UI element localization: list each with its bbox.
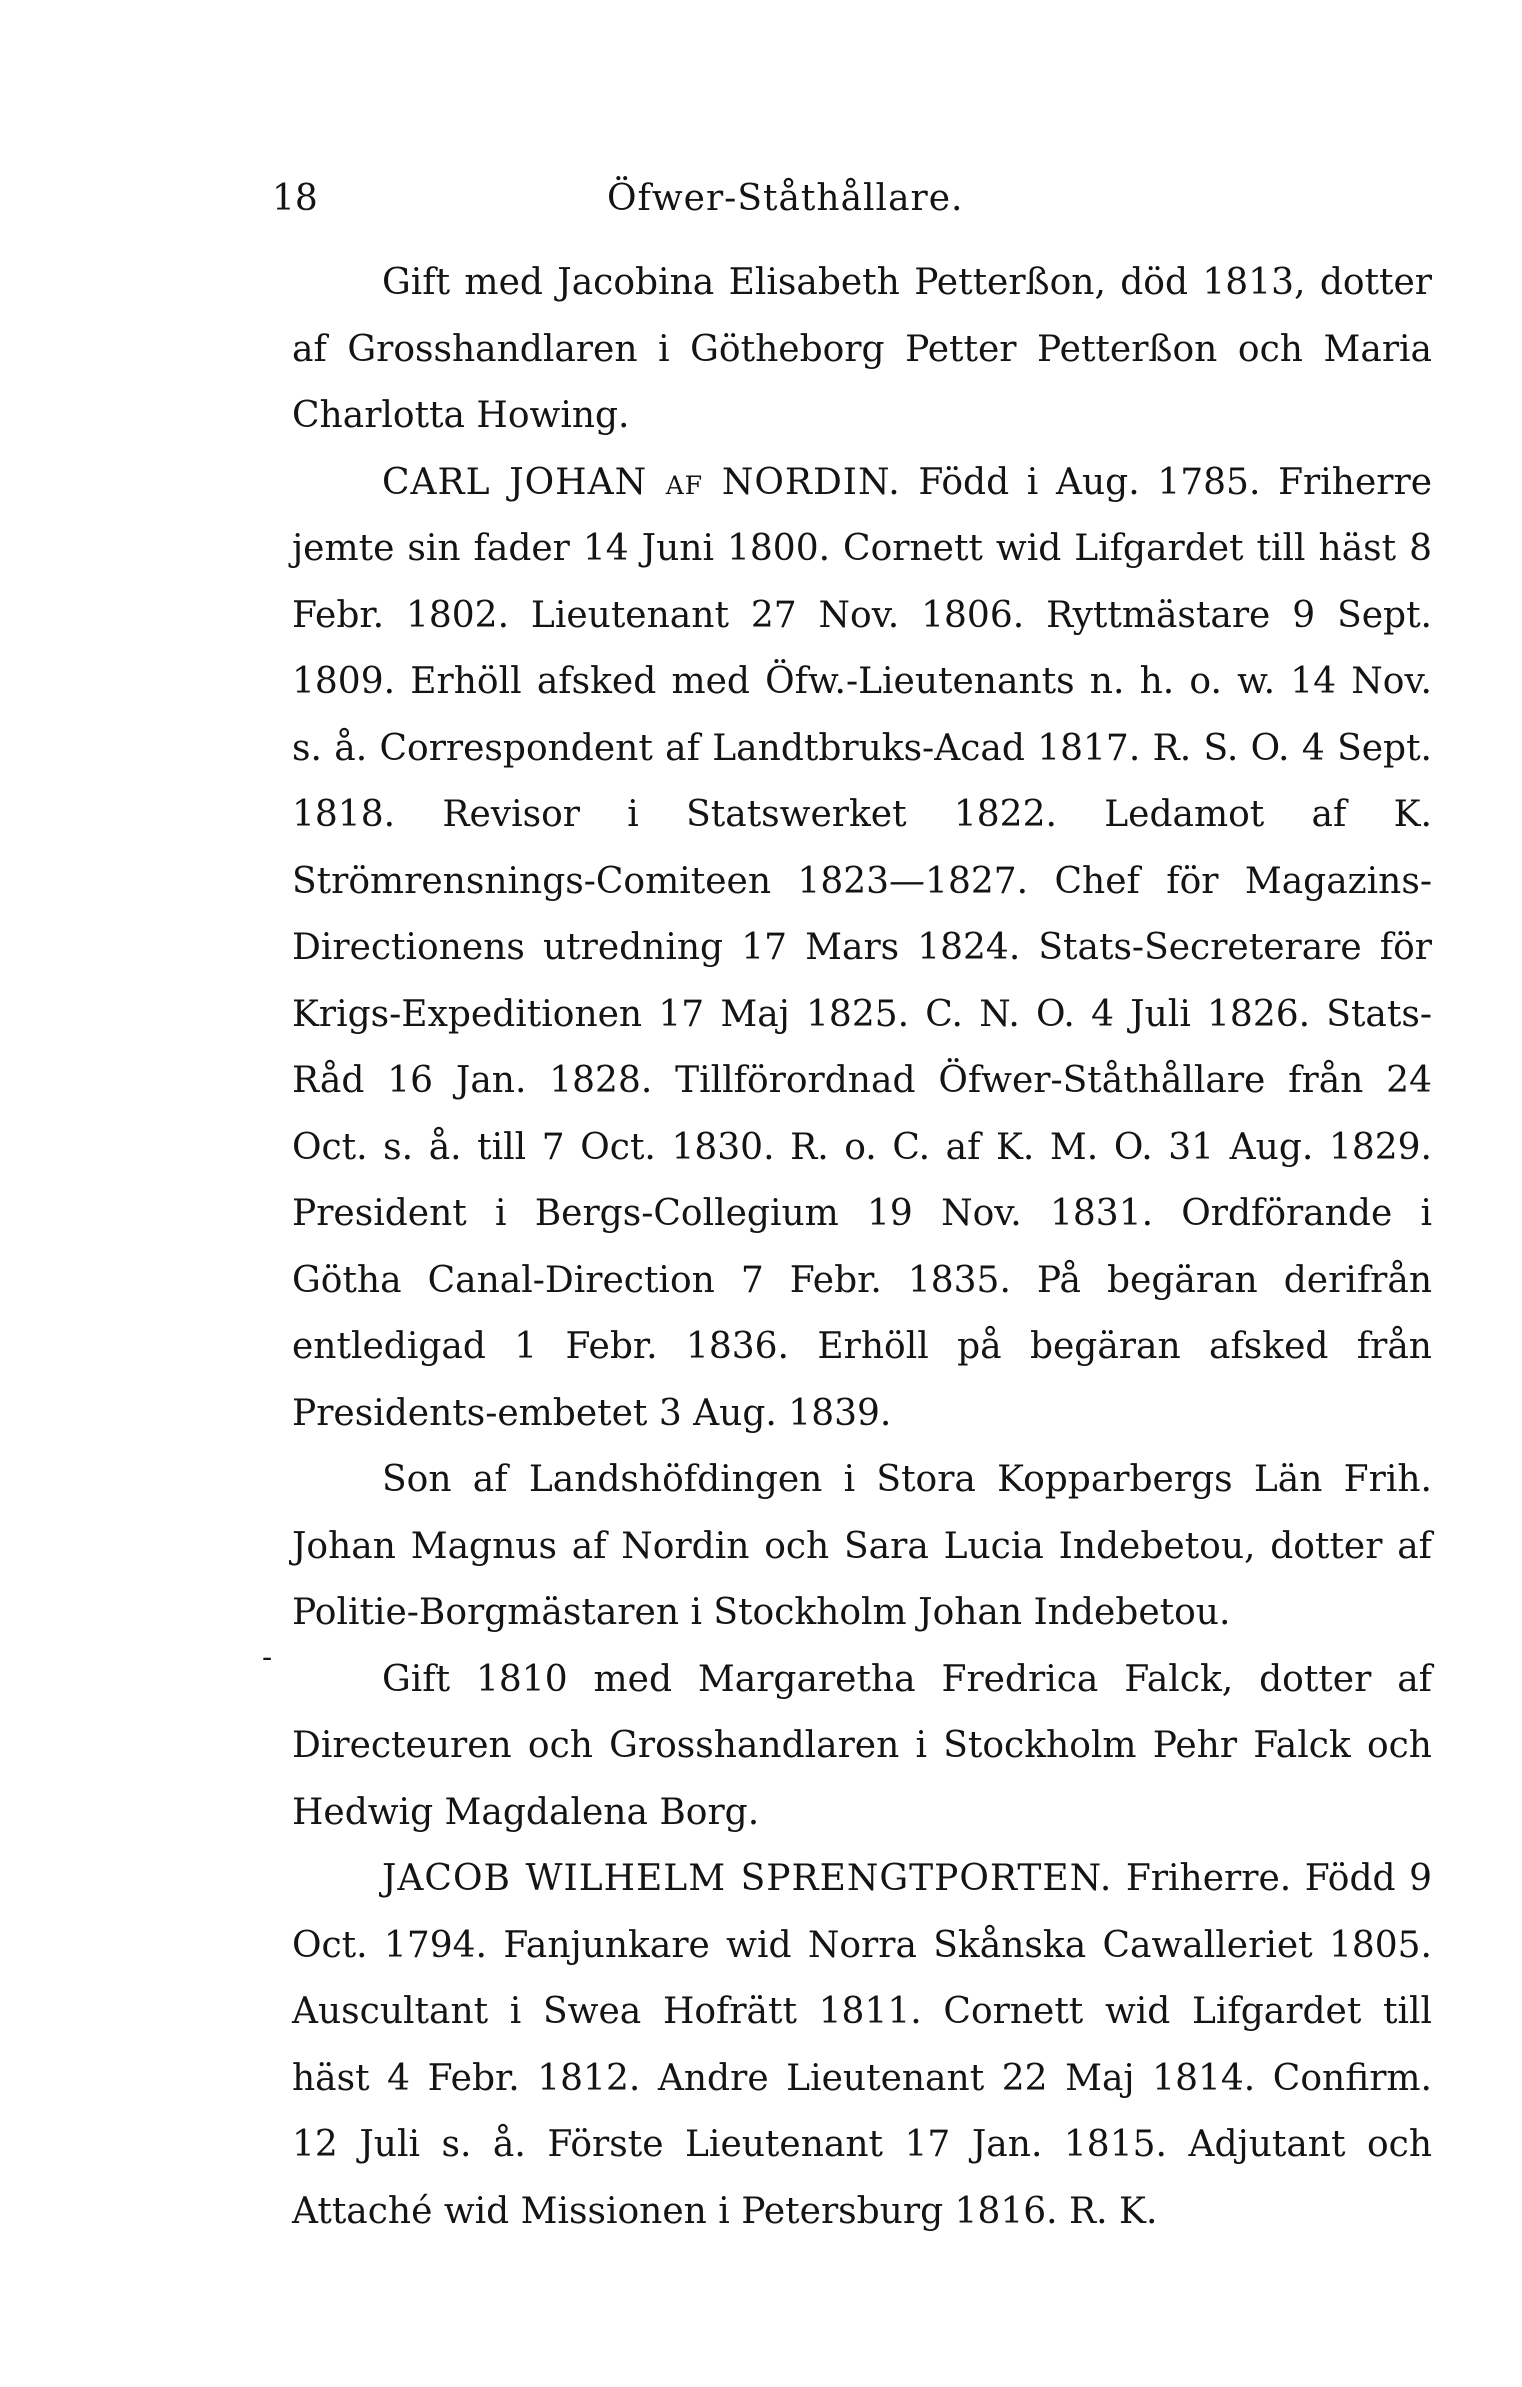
page-number: 18	[272, 178, 318, 219]
paragraph-marriage-falck	[292, 1647, 1432, 1847]
entry-jacob-wilhelm-sprengtporten	[292, 1846, 1432, 2245]
paragraph-text: Son af Landshöfdingen i Stora Kopparbergs Län Frih. Johan Magnus af Nordin och Sara Lucia Indebetou, dotter af Politie-Borgmästaren i Stockholm Johan Indebetou.	[292, 1459, 1432, 1633]
running-head: Öfwer-Ståthållare.	[607, 178, 964, 219]
entry-name: CARL JOHAN af NORDIN.	[382, 461, 901, 503]
paragraph-parentage-nordin	[292, 1447, 1432, 1647]
body-text	[292, 250, 1432, 2245]
paragraph-marriage-pettersson	[292, 250, 1432, 450]
entry-name: JACOB WILHELM SPRENGTPORTEN.	[382, 1858, 1113, 1899]
entry-text: Född i Aug. 1785. Friherre jemte sin fader 14 Juni 1800. Cornett wid Lifgardet till häst 8 Febr. 1802. Lieutenant 27 Nov. 1806. Ryttmästare 9 Sept. 1809. Erhöll afsked med Öfw.-Lieutenants n. h. o. w. 14 Nov. s. å. Correspondent af Landtbruks-Acad 1817. R. S. O. 4 Sept. 1818. Revisor i Statswerket 1822. Ledamot af K. Strömrensnings-Comiteen 1823—1827. Chef för Magazins-Directionens utredning 17 Mars 1824. Stats-Secreterare för Krigs-Expeditionen 17 Maj 1825. C. N. O. 4 Juli 1826. Stats-Råd 16 Jan. 1828. Tillförordnad Öfwer-Ståthållare från 24 Oct. s. å. till 7 Oct. 1830. R. o. C. af K. M. O. 31 Aug. 1829. President i Bergs-Collegium 19 Nov. 1831. Ordförande i Götha Canal-Direction 7 Febr. 1835. På begäran derifrån entledigad 1 Febr. 1836. Erhöll på begäran afsked från Presidents-embetet 3 Aug. 1839.	[292, 461, 1432, 1434]
entry-text: Friherre. Född 9 Oct. 1794. Fanjunkare wid Norra Skånska Cawalleriet 1805. Auscultant i Swea Hofrätt 1811. Cornett wid Lifgardet till häst 4 Febr. 1812. Andre Lieutenant 22 Maj 1814. Confirm. 12 Juli s. å. Förste Lieutenant 17 Jan. 1815. Adjutant och Attaché wid Missionen i Petersburg 1816. R. K.	[292, 1858, 1432, 2232]
page-header	[272, 178, 1452, 238]
entry-carl-johan-af-nordin	[292, 450, 1432, 1448]
paragraph-text: Gift 1810 med Margaretha Fredrica Falck, dotter af Directeuren och Grosshandlaren i Stockholm Pehr Falck och Hedwig Magdalena Borg.	[292, 1658, 1432, 1833]
paragraph-text: Gift med Jacobina Elisabeth Petterßon, död 1813, dotter af Grosshandlaren i Götheborg Petter Petterßon och Maria Charlotta Howing.	[292, 262, 1432, 436]
margin-mark: -	[262, 1640, 273, 1675]
